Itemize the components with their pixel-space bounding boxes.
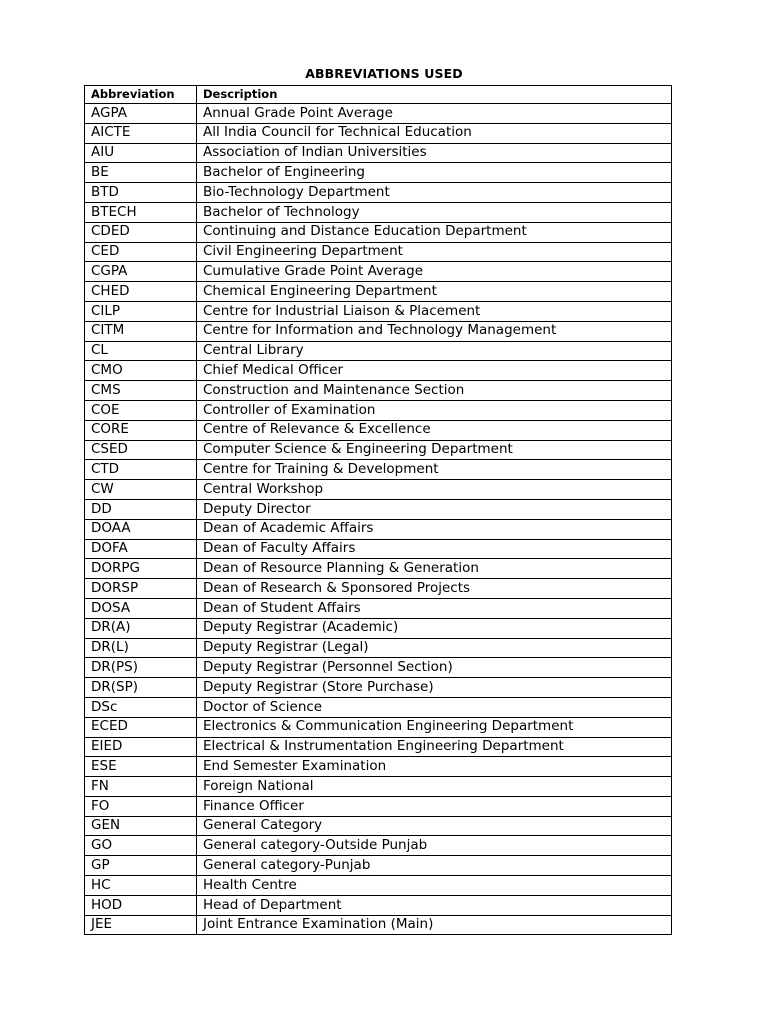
abbreviation-cell: DORPG <box>85 559 197 579</box>
abbreviation-cell: CITM <box>85 321 197 341</box>
description-cell: Centre for Training & Development <box>197 460 672 480</box>
description-cell: Central Library <box>197 341 672 361</box>
table-row <box>85 222 672 242</box>
abbreviation-cell: CMO <box>85 361 197 381</box>
abbreviation-cell: DD <box>85 499 197 519</box>
abbreviation-cell: CORE <box>85 420 197 440</box>
description-cell: Construction and Maintenance Section <box>197 381 672 401</box>
table-row <box>85 361 672 381</box>
table-row <box>85 440 672 460</box>
description-cell: Health Centre <box>197 876 672 896</box>
description-cell: Controller of Examination <box>197 400 672 420</box>
description-cell: Joint Entrance Examination (Main) <box>197 915 672 935</box>
header-abbreviation: Abbreviation <box>85 86 197 104</box>
table-row <box>85 895 672 915</box>
description-cell: Deputy Registrar (Store Purchase) <box>197 678 672 698</box>
abbreviation-cell: DOFA <box>85 539 197 559</box>
table-row <box>85 678 672 698</box>
table-row <box>85 598 672 618</box>
abbreviation-cell: AGPA <box>85 104 197 124</box>
abbreviation-cell: COE <box>85 400 197 420</box>
table-row <box>85 757 672 777</box>
abbreviation-cell: CED <box>85 242 197 262</box>
description-cell: Computer Science & Engineering Department <box>197 440 672 460</box>
abbreviation-cell: CHED <box>85 282 197 302</box>
abbreviation-cell: CGPA <box>85 262 197 282</box>
abbreviation-cell: BTD <box>85 183 197 203</box>
table-row <box>85 717 672 737</box>
table-row <box>85 460 672 480</box>
abbreviation-cell: GO <box>85 836 197 856</box>
table-row <box>85 876 672 896</box>
table-row <box>85 559 672 579</box>
abbreviation-cell: DORSP <box>85 579 197 599</box>
description-cell: Electronics & Communication Engineering Department <box>197 717 672 737</box>
table-header <box>85 86 672 104</box>
table-row <box>85 183 672 203</box>
abbreviation-cell: ECED <box>85 717 197 737</box>
description-cell: Deputy Director <box>197 499 672 519</box>
header-row <box>85 86 672 104</box>
description-cell: Central Workshop <box>197 480 672 500</box>
description-cell: Bio-Technology Department <box>197 183 672 203</box>
description-cell: Electrical & Instrumentation Engineering Department <box>197 737 672 757</box>
table-row <box>85 618 672 638</box>
description-cell: Head of Department <box>197 895 672 915</box>
description-cell: Civil Engineering Department <box>197 242 672 262</box>
description-cell: Dean of Academic Affairs <box>197 519 672 539</box>
description-cell: Deputy Registrar (Academic) <box>197 618 672 638</box>
description-cell: Doctor of Science <box>197 697 672 717</box>
description-cell: Dean of Resource Planning & Generation <box>197 559 672 579</box>
description-cell: Foreign National <box>197 777 672 797</box>
table-row <box>85 321 672 341</box>
abbreviation-cell: CSED <box>85 440 197 460</box>
abbreviation-cell: DR(L) <box>85 638 197 658</box>
description-cell: Annual Grade Point Average <box>197 104 672 124</box>
abbreviation-cell: FO <box>85 796 197 816</box>
table-row <box>85 499 672 519</box>
table-row <box>85 777 672 797</box>
description-cell: Centre for Information and Technology Management <box>197 321 672 341</box>
abbreviation-cell: DOAA <box>85 519 197 539</box>
abbreviation-cell: FN <box>85 777 197 797</box>
table-row <box>85 123 672 143</box>
abbreviation-cell: AIU <box>85 143 197 163</box>
table-row <box>85 638 672 658</box>
abbreviations-table <box>84 85 672 935</box>
abbreviation-cell: GEN <box>85 816 197 836</box>
description-cell: Association of Indian Universities <box>197 143 672 163</box>
table-row <box>85 796 672 816</box>
description-cell: Chief Medical Officer <box>197 361 672 381</box>
table-body <box>85 104 672 935</box>
abbreviation-cell: HOD <box>85 895 197 915</box>
table-row <box>85 480 672 500</box>
description-cell: General category-Punjab <box>197 856 672 876</box>
description-cell: Bachelor of Engineering <box>197 163 672 183</box>
abbreviation-cell: AICTE <box>85 123 197 143</box>
description-cell: Dean of Student Affairs <box>197 598 672 618</box>
description-cell: Dean of Faculty Affairs <box>197 539 672 559</box>
abbreviation-cell: HC <box>85 876 197 896</box>
table-row <box>85 579 672 599</box>
abbreviation-cell: CTD <box>85 460 197 480</box>
table-row <box>85 737 672 757</box>
abbreviation-cell: ESE <box>85 757 197 777</box>
abbreviation-cell: CILP <box>85 301 197 321</box>
table-row <box>85 202 672 222</box>
table-row <box>85 836 672 856</box>
table-row <box>85 301 672 321</box>
abbreviation-cell: DOSA <box>85 598 197 618</box>
abbreviation-cell: CL <box>85 341 197 361</box>
table-row <box>85 519 672 539</box>
table-row <box>85 658 672 678</box>
description-cell: Deputy Registrar (Personnel Section) <box>197 658 672 678</box>
table-row <box>85 856 672 876</box>
description-cell: Dean of Research & Sponsored Projects <box>197 579 672 599</box>
abbreviation-cell: DR(PS) <box>85 658 197 678</box>
table-row <box>85 104 672 124</box>
description-cell: Centre for Industrial Liaison & Placement <box>197 301 672 321</box>
abbreviation-cell: DR(SP) <box>85 678 197 698</box>
abbreviation-cell: CMS <box>85 381 197 401</box>
table-row <box>85 163 672 183</box>
description-cell: Deputy Registrar (Legal) <box>197 638 672 658</box>
description-cell: Chemical Engineering Department <box>197 282 672 302</box>
table-row <box>85 539 672 559</box>
abbreviation-cell: CDED <box>85 222 197 242</box>
abbreviation-cell: EIED <box>85 737 197 757</box>
description-cell: Bachelor of Technology <box>197 202 672 222</box>
table-row <box>85 400 672 420</box>
table-row <box>85 816 672 836</box>
table-row <box>85 262 672 282</box>
table-row <box>85 697 672 717</box>
description-cell: General category-Outside Punjab <box>197 836 672 856</box>
table-row <box>85 420 672 440</box>
header-description: Description <box>197 86 672 104</box>
description-cell: Finance Officer <box>197 796 672 816</box>
description-cell: End Semester Examination <box>197 757 672 777</box>
description-cell: General Category <box>197 816 672 836</box>
table-row <box>85 341 672 361</box>
abbreviation-cell: CW <box>85 480 197 500</box>
table-row <box>85 915 672 935</box>
abbreviation-cell: DR(A) <box>85 618 197 638</box>
abbreviation-cell: BE <box>85 163 197 183</box>
table-row <box>85 143 672 163</box>
abbreviation-cell: DSc <box>85 697 197 717</box>
abbreviation-cell: GP <box>85 856 197 876</box>
description-cell: All India Council for Technical Education <box>197 123 672 143</box>
page-title: ABBREVIATIONS USED <box>305 66 463 81</box>
description-cell: Centre of Relevance & Excellence <box>197 420 672 440</box>
abbreviation-cell: BTECH <box>85 202 197 222</box>
description-cell: Cumulative Grade Point Average <box>197 262 672 282</box>
table-row <box>85 282 672 302</box>
description-cell: Continuing and Distance Education Department <box>197 222 672 242</box>
abbreviation-cell: JEE <box>85 915 197 935</box>
table-row <box>85 381 672 401</box>
table-row <box>85 242 672 262</box>
